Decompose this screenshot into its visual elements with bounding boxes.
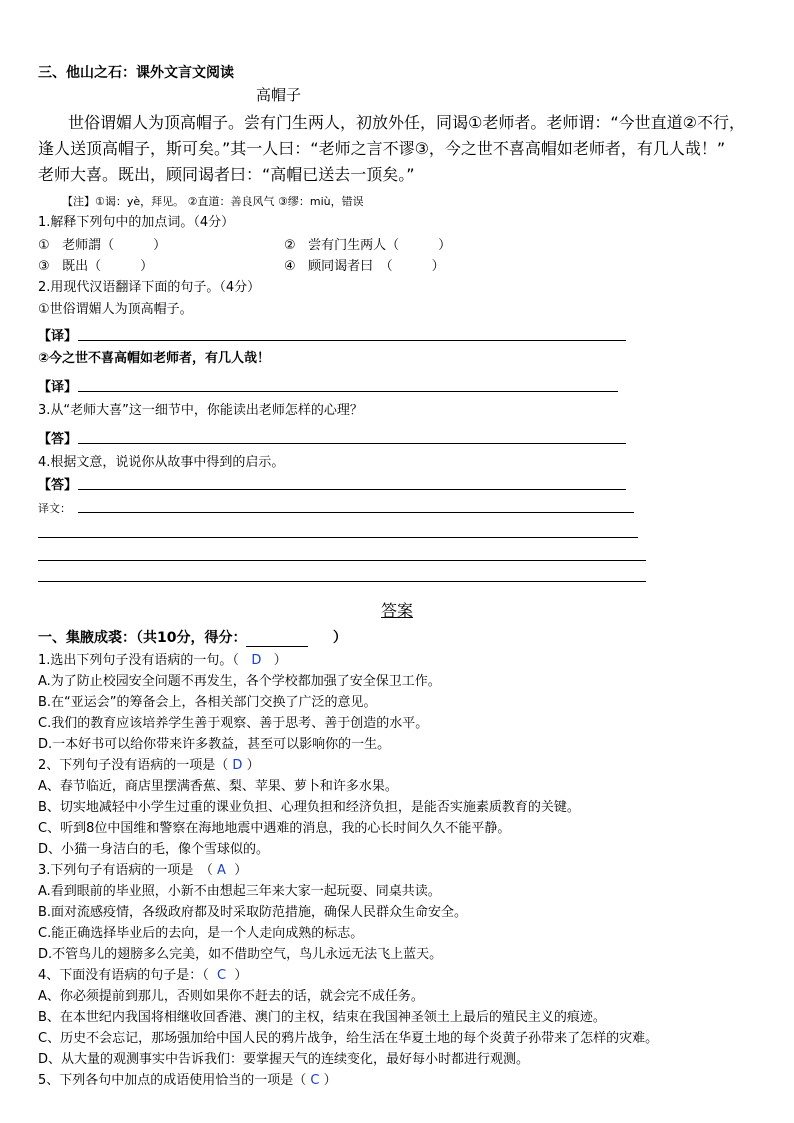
answer-line	[38, 560, 646, 561]
question-4: 4.根据文意，说说你从故事中得到的启示。	[38, 455, 285, 470]
question-1: 1.解释下列句中的加点词。（4分）	[38, 215, 235, 230]
q1-item-1: ① 老师謂（ ）	[38, 238, 167, 253]
answer-q3-option-a: A.看到眼前的毕业照，小新不由想起三年来大家一起玩耍、同桌共读。	[38, 884, 441, 899]
answer-q2-option-a: A、春节临近，商店里摆满香蕉、梨、苹果、萝卜和许多水果。	[38, 779, 398, 794]
yiwen-label: 译文：	[38, 502, 71, 515]
answer-q2-option-b: B、切实地减轻中小学生过重的课业负担、心理负担和经济负担，是能否实施素质教育的关键。	[38, 800, 580, 815]
answer-q1-option-c: C.我们的教育应该培养学生善于观察、善于思考、善于创造的水平。	[38, 716, 429, 731]
q2-sentence-2: ②今之世不喜高帽如老师者，有几人哉！	[38, 351, 271, 366]
passage-line-2: 逢人送顶高帽子，斯可矣。”其一人曰：“老师之言不谬③，今之世不喜高帽如老师者，有几人哉！”	[38, 139, 726, 158]
answer-line	[38, 581, 646, 582]
question-2: 2.用现代汉语翻译下面的句子。（4分）	[38, 280, 261, 295]
q1-item-3: ③ 既出（ ）	[38, 259, 154, 274]
answer-q4-option-a: A、你必须提前到那儿，否则如果你不赶去的话，就会完不成任务。	[38, 989, 424, 1004]
q3-answer-label: 【答】	[38, 432, 78, 447]
answer-value: C	[217, 968, 227, 983]
passage-title: 高帽子	[256, 86, 302, 104]
passage-line-1: 世俗谓媚人为顶高帽子。尝有门生两人，初放外任，同谒①老师者。老师谓：“今世直道②不行，	[68, 113, 745, 132]
answer-q4-option-d: D、从大量的观测事实中告诉我们：要掌握天气的连续变化，最好每小时都进行观测。	[38, 1052, 530, 1067]
q1-item-2: ② 尝有门生两人（ ）	[284, 238, 452, 253]
answer-line	[78, 340, 626, 341]
answer-q1-option-a: A.为了防止校园安全问题不再发生，各个学校都加强了安全保卫工作。	[38, 674, 441, 689]
question-3: 3.从“老师大喜”这一细节中，你能读出老师怎样的心理？	[38, 403, 363, 418]
passage-line-3: 老师大喜。既出，顾同谒者曰：“高帽已送去一顶矣。”	[38, 165, 415, 184]
q2-translate-label-1: 【译】	[38, 329, 78, 344]
answer-value: A	[217, 863, 226, 878]
answer-q1-option-d: D.一本好书可以给你带来许多教益，甚至可以影响你的一生。	[38, 737, 391, 752]
q4-answer-label: 【答】	[38, 478, 78, 493]
answer-value: C	[310, 1073, 320, 1088]
answer-line	[78, 391, 618, 392]
answer-q2-option-c: C、听到8位中国维和警察在海地地震中遇难的消息，我的心长时间久久不能平静。	[38, 821, 511, 836]
q1-item-4: ④ 顾同谒者曰 （ ）	[284, 259, 445, 274]
answer-q4-option-c: C、历史不会忘记，那场强加给中国人民的鸦片战争，给生活在华夏土地的每个炎黄子孙带来了怎样的灾难。	[38, 1031, 659, 1046]
notes: 【注】①谒：yè，拜见。 ②直道：善良风气 ③缪：miù，错误	[62, 195, 364, 208]
answers-title: 答案	[380, 601, 413, 620]
answer-line	[78, 489, 626, 490]
q2-translate-label-2: 【译】	[38, 380, 78, 395]
answers-section-1: 一、集腋成裘：（共10分，得分： ）	[38, 630, 347, 646]
answer-value: D	[232, 758, 243, 773]
answer-q5-stem: 5、下列各句中加点的成语使用恰当的一项是（ C ）	[38, 1073, 337, 1088]
answer-line	[78, 443, 626, 444]
answer-q2-stem: 2、下列句子没有语病的一项是（ D ）	[38, 758, 260, 773]
answer-value: D	[251, 653, 262, 668]
answer-q1-stem: 1.选出下列句子没有语病的一句。（ D ）	[38, 653, 287, 668]
answer-q2-option-d: D、小猫一身洁白的毛，像个雪球似的。	[38, 842, 270, 857]
answer-q3-option-c: C.能正确选择毕业后的去向，是一个人走向成熟的标志。	[38, 926, 364, 941]
q2-sentence-1: ①世俗谓媚人为顶高帽子。	[38, 302, 193, 317]
answer-q1-option-b: B.在“亚运会”的筹备会上，各相关部门交换了广泛的意见。	[38, 695, 377, 710]
answer-q3-stem: 3.下列句子有语病的一项是 （ A ）	[38, 863, 248, 878]
answer-q4-option-b: B、在本世纪内我国将相继收回香港、澳门的主权，结束在我国神圣领土上最后的殖民主义的痕迹。	[38, 1010, 606, 1025]
answer-q3-option-b: B.面对流感疫情，各级政府都及时采取防范措施，确保人民群众生命安全。	[38, 905, 468, 920]
answer-q3-option-d: D.不管鸟儿的翅膀多么完美，如不借助空气，鸟儿永远无法飞上蓝天。	[38, 947, 443, 962]
answer-line	[78, 512, 634, 513]
section-heading: 三、他山之石：课外文言文阅读	[38, 65, 234, 81]
answer-q4-stem: 4、下面没有语病的句子是：（ C ）	[38, 968, 248, 983]
answer-line	[38, 537, 638, 538]
